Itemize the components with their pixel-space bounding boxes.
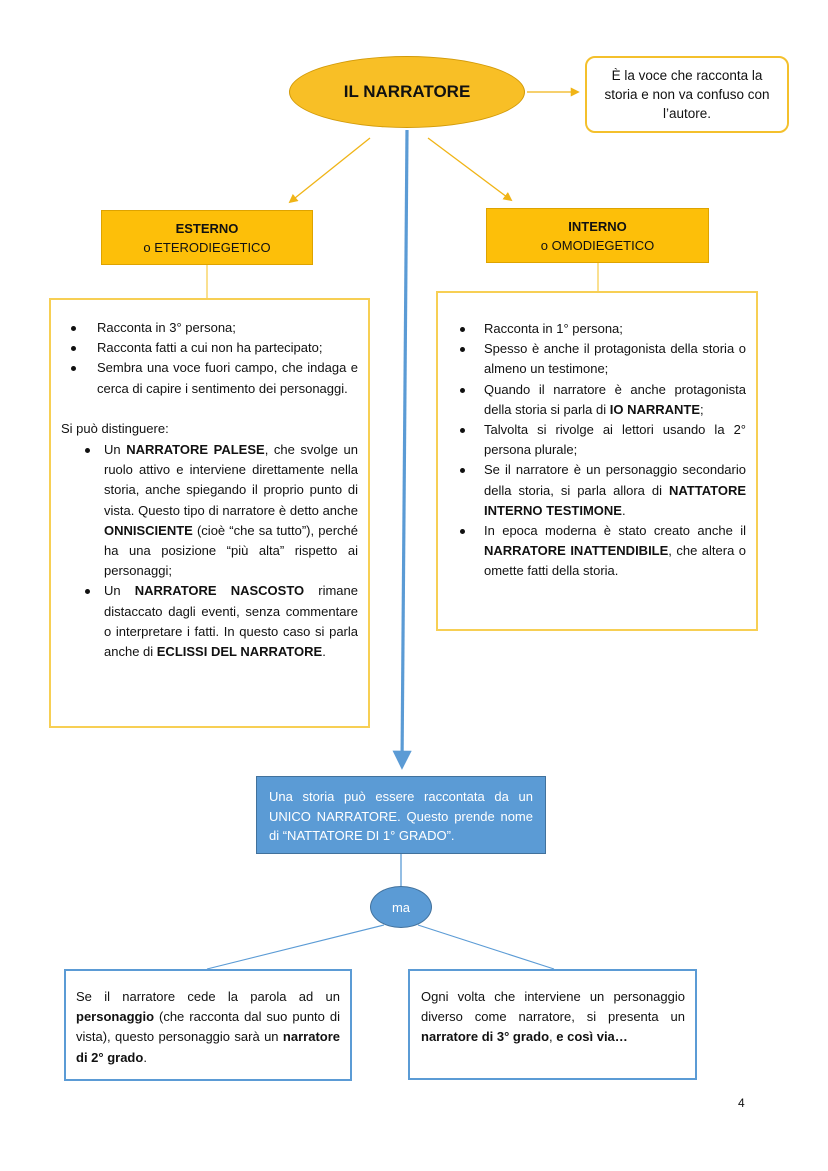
second-degree-bold-1: personaggio <box>76 1009 155 1025</box>
palese-post: (cioè “che sa tutto”), perché ha una posizione “più alta” rispetto ai personaggi; <box>104 522 358 579</box>
single-narrator-box <box>256 776 546 854</box>
third-degree-text-2: , <box>549 1029 557 1045</box>
narratore-palese-item <box>61 440 358 581</box>
internal-heading: INTERNO <box>568 218 627 234</box>
third-degree-bold-1: narratore di 3° grado <box>421 1029 550 1045</box>
external-subheading: o ETERODIEGETICO <box>143 239 271 255</box>
external-sub-list <box>61 440 358 662</box>
definition-text: È la voce che racconta la storia e non va confuso con l’autore. <box>604 68 770 121</box>
testimone-post: . <box>621 502 626 518</box>
ma-ellipse <box>370 886 432 928</box>
testimone-pre: Se il narratore è un personaggio secondario della storia, si parla allora di <box>484 462 746 498</box>
nascosto-bold-2: ECLISSI DEL NARRATORE <box>156 644 323 660</box>
inattendibile-bold: NARRATORE INATTENDIBILE <box>484 543 669 559</box>
ma-to-left-line <box>207 925 384 969</box>
title-to-external-arrow <box>290 138 370 202</box>
third-degree-box <box>408 969 697 1080</box>
nascosto-bold-1: NARRATORE NASCOSTO <box>134 583 305 599</box>
internal-description-box <box>436 291 758 631</box>
ma-to-right-line <box>418 925 554 969</box>
external-bullet: Sembra una voce fuori campo, che indaga e cerca di capire i sentimento dei personaggi. <box>61 358 358 398</box>
title-text: IL NARRATORE <box>343 82 471 101</box>
internal-bullet: Spesso è anche il protagonista della storia o almeno un testimone; <box>452 339 746 379</box>
nascosto-pre: Un <box>104 583 135 599</box>
internal-bullet: Talvolta si rivolge ai lettori usando la 2° persona plurale; <box>452 420 746 460</box>
io-narrante-pre: Quando il narratore è anche protagonista della storia si parla di <box>484 381 746 417</box>
external-type-box <box>101 210 313 265</box>
second-degree-text-2: (che racconta dal suo punto di vista), questo personaggio sarà un <box>76 1009 340 1045</box>
second-degree-bold-2: narratore di 2° grado <box>76 1029 340 1065</box>
ma-text: ma <box>391 899 411 915</box>
palese-bold-2: ONNISCIENTE <box>104 522 193 538</box>
external-bullet-list <box>61 318 358 399</box>
internal-type-box <box>486 208 709 263</box>
definition-box <box>585 56 789 133</box>
second-degree-text-3: . <box>143 1049 147 1065</box>
nascosto-mid: rimane distaccato dagli eventi, senza commentare o interpretare i fatti. In questo caso si parla anche di <box>104 583 358 660</box>
title-ellipse <box>289 56 525 128</box>
distinguish-text: Si può distinguere: <box>61 420 169 436</box>
page-number: 4 <box>738 1096 745 1110</box>
internal-subheading: o OMODIEGETICO <box>540 237 655 253</box>
internal-bullet-list <box>452 319 746 582</box>
internal-bullet <box>452 521 746 582</box>
testimone-bold: NATTATORE INTERNO TESTIMONE <box>484 482 746 518</box>
main-vertical-arrow <box>402 130 407 766</box>
inattendibile-pre: In epoca moderna è stato creato anche il <box>484 523 746 539</box>
palese-pre: Un <box>104 442 127 458</box>
io-narrante-bold: IO NARRANTE <box>609 401 701 417</box>
third-degree-bold-2: e così via… <box>556 1029 628 1045</box>
third-degree-text-1: Ogni volta che interviene un personaggio diverso come narratore, si presenta un <box>421 989 685 1025</box>
internal-bullet <box>452 460 746 521</box>
external-bullet: Racconta in 3° persona; <box>61 318 358 338</box>
external-bullet: Racconta fatti a cui non ha partecipato; <box>61 338 358 358</box>
single-narrator-text: Una storia può essere raccontata da un UNICO NARRATORE. Questo prende nome di “NATTATORE DI 1° GRADO”. <box>269 789 533 843</box>
internal-bullet <box>452 380 746 420</box>
inattendibile-post: , che altera o omette fatti della storia. <box>484 543 746 579</box>
palese-mid: , che svolge un ruolo attivo e interviene direttamente nella storia, anche spiegando il proprio punto di vista. Questo tipo di narratore è detto anche <box>104 442 359 518</box>
palese-bold-1: NARRATORE PALESE <box>126 442 265 458</box>
external-heading: ESTERNO <box>175 220 239 236</box>
external-description-box <box>49 298 370 728</box>
second-degree-text-1: Se il narratore cede la parola ad un <box>76 989 340 1004</box>
io-narrante-post: ; <box>700 401 704 417</box>
internal-bullet: Racconta in 1° persona; <box>452 319 746 339</box>
nascosto-post: . <box>322 644 326 660</box>
title-to-internal-arrow <box>428 138 511 200</box>
narratore-nascosto-item <box>61 581 358 662</box>
second-degree-box <box>64 969 352 1081</box>
